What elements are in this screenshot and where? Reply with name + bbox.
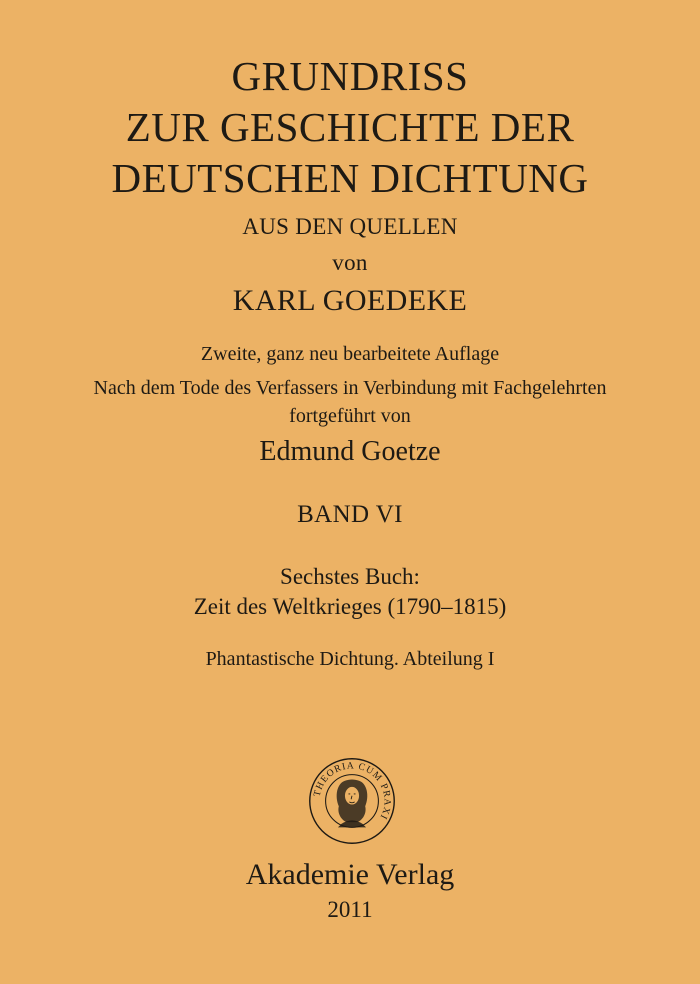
continuation-line-2: fortgeführt von [289,405,411,427]
title-line-1: GRUNDRISS [231,53,469,99]
section-label: Phantastische Dichtung. Abteilung I [205,648,495,670]
title-line-3: DEUTSCHEN DICHTUNG [111,155,589,201]
book-line-1: Sechstes Buch: [280,564,420,589]
publisher-name: Akademie Verlag [245,858,455,891]
title-line-2: ZUR GESCHICHTE DER [125,104,575,150]
continuation-line-1: Nach dem Tode des Verfassers in Verbindung mit Fachgelehrten [93,377,607,399]
editor-name: Edmund Goetze [259,436,441,467]
publication-year: 2011 [327,897,373,922]
author-name: KARL GOEDEKE [232,284,468,317]
book-line-2: Zeit des Weltkrieges (1790–1815) [193,594,507,619]
edition-statement: Zweite, ganz neu bearbeitete Auflage [200,343,500,365]
subtitle: AUS DEN QUELLEN [242,214,458,239]
von-label: von [332,250,368,275]
publisher-seal-icon [308,757,396,845]
seal-text: THEORIA CUM PRAXI [311,760,393,822]
volume-label: BAND VI [297,501,403,528]
